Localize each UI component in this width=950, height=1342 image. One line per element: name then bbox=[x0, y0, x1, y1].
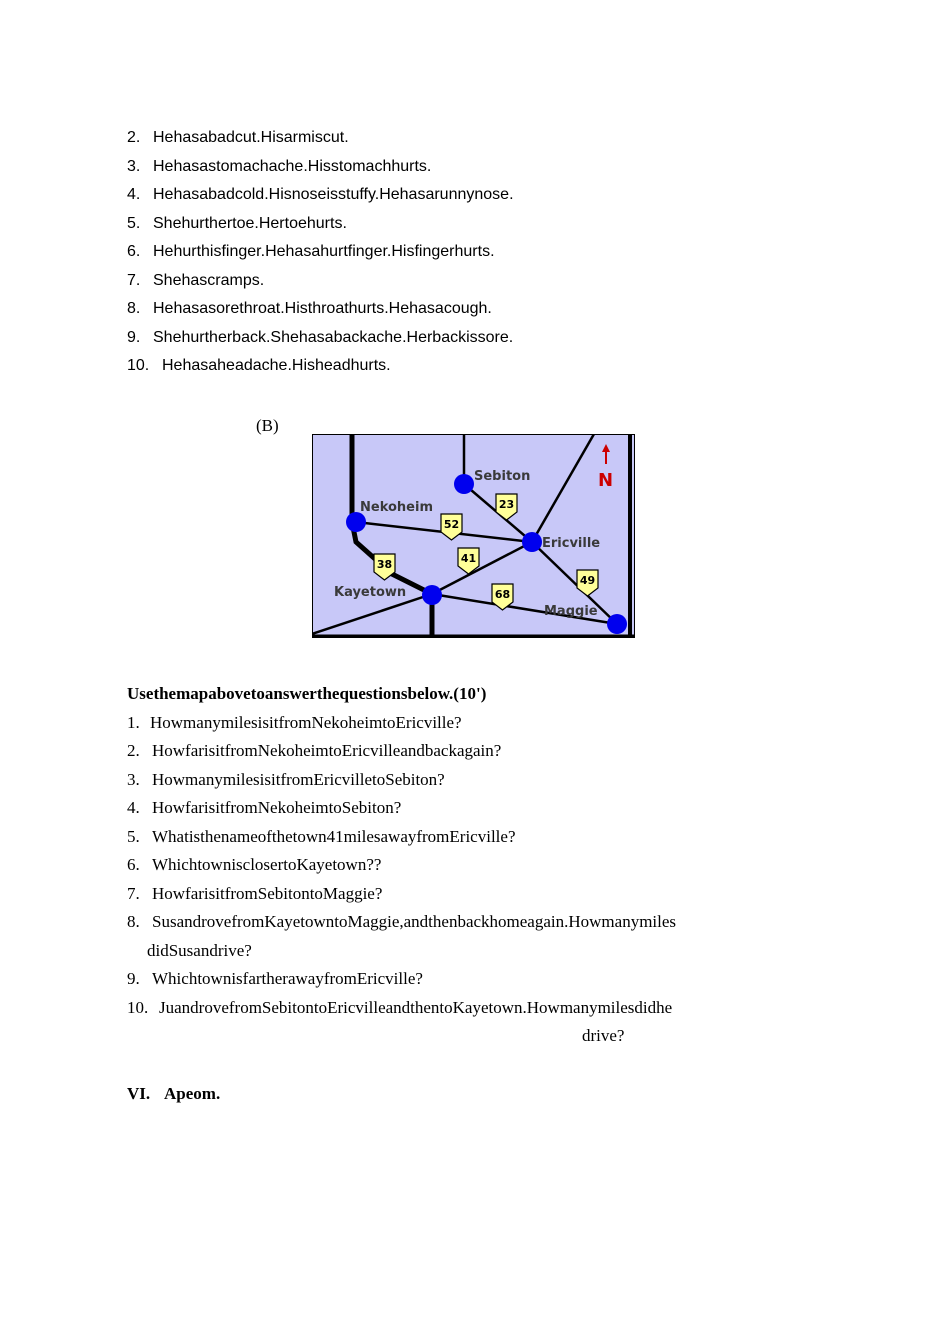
question-number: 1. bbox=[127, 713, 140, 732]
item-number: 3. bbox=[127, 158, 141, 175]
question-number: 3. bbox=[127, 770, 140, 789]
town-label-sebiton: Sebiton bbox=[474, 469, 531, 484]
sign-number: 68 bbox=[494, 588, 511, 601]
item-number: 10. bbox=[127, 357, 150, 374]
north-label: N bbox=[598, 470, 614, 491]
question-number: 10. bbox=[127, 998, 149, 1017]
question-number: 7. bbox=[127, 884, 140, 903]
item-number: 6. bbox=[127, 243, 141, 260]
list-item bbox=[127, 357, 391, 375]
item-text: Shehascramps. bbox=[153, 272, 265, 289]
section-title: Apeom. bbox=[164, 1084, 221, 1103]
section-b-label: (B) bbox=[256, 416, 279, 435]
town-label-maggie: Maggie bbox=[544, 604, 598, 619]
town-dot-ericville bbox=[522, 532, 542, 552]
item-text: Hehasabadcold.Hisnoseisstuffy.Hehasarunnynose. bbox=[153, 186, 514, 203]
question-text: Whatisthenameofthetown41milesawayfromEricville? bbox=[152, 827, 516, 846]
sign-number: 49 bbox=[579, 574, 596, 587]
list-item bbox=[127, 215, 347, 233]
question-number: 8. bbox=[127, 912, 140, 931]
town-map bbox=[312, 434, 635, 638]
question-continuation: drive? bbox=[582, 1026, 625, 1045]
question-item bbox=[127, 998, 672, 1018]
town-label-kayetown: Kayetown bbox=[334, 585, 407, 600]
item-number: 9. bbox=[127, 329, 141, 346]
list-item bbox=[127, 158, 431, 176]
question-continuation: didSusandrive? bbox=[147, 941, 252, 960]
item-number: 8. bbox=[127, 300, 141, 317]
section-vi-heading bbox=[127, 1084, 220, 1104]
town-dot-nekoheim bbox=[346, 512, 366, 532]
list-item bbox=[127, 129, 349, 147]
question-text: WhichtownisclosertoKayetown?? bbox=[152, 855, 382, 874]
question-text: SusandrovefromKayetowntoMaggie,andthenbackhomeagain.Howmanymiles bbox=[152, 912, 677, 931]
item-text: Hehasaheadache.Hisheadhurts. bbox=[162, 357, 391, 374]
question-number: 2. bbox=[127, 741, 140, 760]
town-label-nekoheim: Nekoheim bbox=[360, 500, 433, 515]
item-text: Shehurtherback.Shehasabackache.Herbackissore. bbox=[153, 329, 514, 346]
item-text: Hehasabadcut.Hisarmiscut. bbox=[153, 129, 349, 146]
question-number: 6. bbox=[127, 855, 140, 874]
question-number: 9. bbox=[127, 969, 140, 988]
map-svg bbox=[312, 434, 635, 638]
list-item bbox=[127, 243, 495, 261]
item-text: Hehasasorethroat.Histhroathurts.Hehasacough. bbox=[153, 300, 492, 317]
item-number: 2. bbox=[127, 129, 141, 146]
question-text: HowmanymilesisitfromNekoheimtoEricville? bbox=[150, 713, 462, 732]
question-item bbox=[127, 770, 445, 790]
town-dot-sebiton bbox=[454, 474, 474, 494]
question-item bbox=[127, 969, 423, 989]
question-text: JuandrovefromSebitontoEricvilleandthentoKayetown.Howmanymilesdidhe bbox=[159, 998, 673, 1017]
question-number: 5. bbox=[127, 827, 140, 846]
question-text: HowfarisitfromSebitontoMaggie? bbox=[152, 884, 383, 903]
sign-number: 38 bbox=[376, 558, 393, 571]
question-text: WhichtownisfartherawayfromEricville? bbox=[152, 969, 423, 988]
section-number: VI. bbox=[127, 1084, 151, 1103]
town-label-ericville: Ericville bbox=[542, 536, 601, 551]
question-text: HowfarisitfromNekoheimtoEricvilleandbackagain? bbox=[152, 741, 502, 760]
list-item bbox=[127, 300, 492, 318]
item-text: Hehasastomachache.Hisstomachhurts. bbox=[153, 158, 432, 175]
list-item bbox=[127, 329, 513, 347]
question-item bbox=[127, 827, 515, 847]
question-text: HowmanymilesisitfromEricvilletoSebiton? bbox=[152, 770, 445, 789]
question-item bbox=[127, 855, 381, 875]
item-text: Hehurthisfinger.Hehasahurtfinger.Hisfingerhurts. bbox=[153, 243, 495, 260]
sign-number: 52 bbox=[443, 518, 460, 531]
item-number: 7. bbox=[127, 272, 141, 289]
town-dot-maggie bbox=[607, 614, 627, 634]
question-item bbox=[127, 798, 401, 818]
item-number: 5. bbox=[127, 215, 141, 232]
sign-number: 41 bbox=[460, 552, 477, 565]
question-item bbox=[127, 884, 382, 904]
sign-number: 23 bbox=[498, 498, 515, 511]
item-text: Shehurthertoe.Hertoehurts. bbox=[153, 215, 347, 232]
question-number: 4. bbox=[127, 798, 140, 817]
item-number: 4. bbox=[127, 186, 141, 203]
question-item bbox=[127, 713, 462, 733]
question-item bbox=[127, 741, 501, 761]
list-item bbox=[127, 186, 514, 204]
question-item bbox=[127, 912, 676, 932]
question-text: HowfarisitfromNekoheimtoSebiton? bbox=[152, 798, 402, 817]
instructions-heading: Usethemapabovetoanswerthequestionsbelow.(10') bbox=[127, 684, 487, 703]
list-item bbox=[127, 272, 264, 290]
town-dot-kayetown bbox=[422, 585, 442, 605]
